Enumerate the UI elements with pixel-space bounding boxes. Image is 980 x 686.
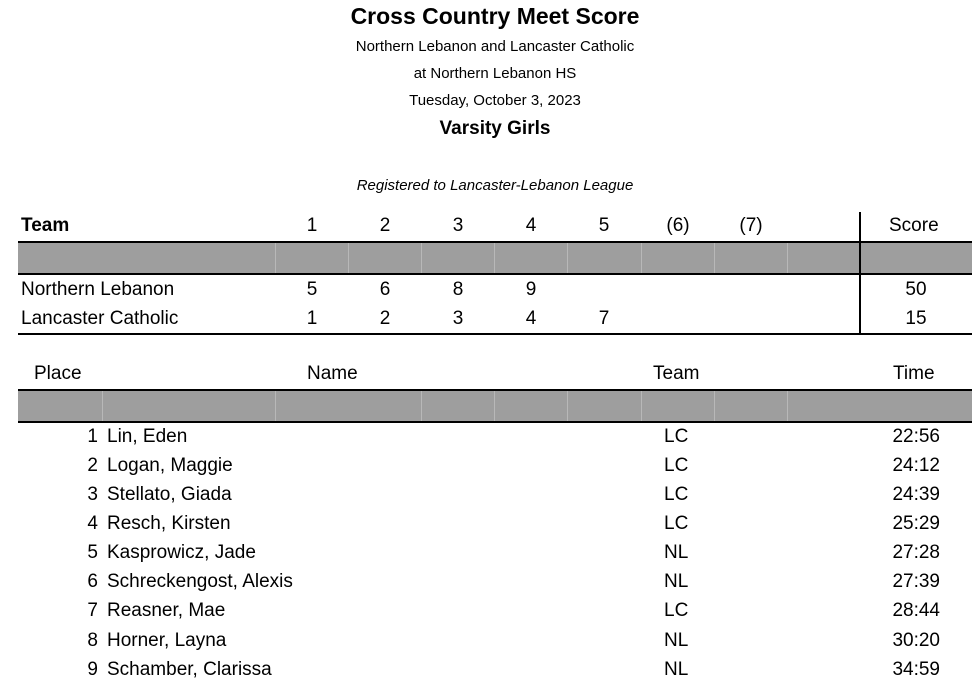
- result-name: Resch, Kirsten: [107, 513, 231, 534]
- result-team: LC: [664, 600, 689, 621]
- band-divider: [787, 391, 788, 421]
- result-name: Stellato, Giada: [107, 484, 232, 505]
- result-time: 24:12: [892, 455, 940, 476]
- result-name: Schreckengost, Alexis: [107, 571, 293, 592]
- team-place: 7: [598, 308, 610, 329]
- team-score: 15: [905, 308, 927, 329]
- result-place: 4: [87, 513, 98, 534]
- result-name: Horner, Layna: [107, 630, 227, 651]
- band-divider: [421, 243, 422, 273]
- name-header: Name: [307, 363, 358, 384]
- meet-venue: at Northern Lebanon HS: [413, 65, 577, 82]
- team-place: 2: [379, 308, 391, 329]
- score-separator: [859, 212, 861, 333]
- result-team: NL: [664, 659, 689, 680]
- result-time: 22:56: [892, 426, 940, 447]
- shaded-band: [18, 391, 972, 421]
- result-team: LC: [664, 484, 689, 505]
- team-name: Lancaster Catholic: [21, 308, 179, 329]
- result-place: 1: [87, 426, 98, 447]
- team-place: 1: [306, 308, 318, 329]
- band-divider: [714, 243, 715, 273]
- place-col-header: 5: [598, 215, 610, 236]
- team-score: 50: [905, 279, 927, 300]
- result-time: 27:28: [892, 542, 940, 563]
- band-divider: [275, 391, 276, 421]
- place-col-header: 2: [379, 215, 391, 236]
- team-place: 5: [306, 279, 318, 300]
- result-time: 30:20: [892, 630, 940, 651]
- team-col-header: Team: [21, 215, 70, 236]
- band-divider: [421, 391, 422, 421]
- result-team: NL: [664, 571, 689, 592]
- meet-teams: Northern Lebanon and Lancaster Catholic: [355, 38, 635, 55]
- divider: [18, 421, 972, 423]
- page-title: Cross Country Meet Score: [350, 3, 640, 29]
- result-time: 25:29: [892, 513, 940, 534]
- result-name: Kasprowicz, Jade: [107, 542, 256, 563]
- result-team: LC: [664, 455, 689, 476]
- place-col-header: (7): [739, 215, 763, 236]
- band-divider: [494, 243, 495, 273]
- result-place: 3: [87, 484, 98, 505]
- band-divider: [102, 391, 103, 421]
- team-place: 8: [452, 279, 464, 300]
- meet-date: Tuesday, October 3, 2023: [409, 92, 581, 109]
- result-name: Logan, Maggie: [107, 455, 233, 476]
- result-place: 9: [87, 659, 98, 680]
- registration-note: Registered to Lancaster-Lebanon League: [356, 177, 634, 194]
- place-col-header: 4: [525, 215, 537, 236]
- team-place: 6: [379, 279, 391, 300]
- result-place: 6: [87, 571, 98, 592]
- result-place: 5: [87, 542, 98, 563]
- band-divider: [641, 243, 642, 273]
- result-team: LC: [664, 426, 689, 447]
- result-team: NL: [664, 542, 689, 563]
- band-divider: [641, 391, 642, 421]
- result-place: 7: [87, 600, 98, 621]
- result-name: Schamber, Clarissa: [107, 659, 272, 680]
- place-header: Place: [34, 363, 82, 384]
- time-header: Time: [893, 363, 935, 384]
- band-divider: [275, 243, 276, 273]
- result-place: 2: [87, 455, 98, 476]
- divider: [18, 333, 972, 335]
- score-col-header: Score: [889, 215, 939, 236]
- result-time: 28:44: [892, 600, 940, 621]
- band-divider: [567, 391, 568, 421]
- team-place: 9: [525, 279, 537, 300]
- team-place: 3: [452, 308, 464, 329]
- band-divider: [787, 243, 788, 273]
- result-time: 34:59: [892, 659, 940, 680]
- result-time: 24:39: [892, 484, 940, 505]
- team-name: Northern Lebanon: [21, 279, 175, 300]
- team-header: Team: [653, 363, 700, 384]
- band-divider: [494, 391, 495, 421]
- place-col-header: 1: [306, 215, 318, 236]
- result-place: 8: [87, 630, 98, 651]
- band-divider: [567, 243, 568, 273]
- team-place: 4: [525, 308, 537, 329]
- event-name: Varsity Girls: [439, 118, 551, 139]
- result-name: Lin, Eden: [107, 426, 188, 447]
- result-team: NL: [664, 630, 689, 651]
- place-col-header: 3: [452, 215, 464, 236]
- result-name: Reasner, Mae: [107, 600, 226, 621]
- place-col-header: (6): [666, 215, 690, 236]
- result-team: LC: [664, 513, 689, 534]
- band-divider: [714, 391, 715, 421]
- band-divider: [348, 243, 349, 273]
- result-time: 27:39: [892, 571, 940, 592]
- divider: [18, 273, 972, 275]
- shaded-band: [18, 243, 972, 273]
